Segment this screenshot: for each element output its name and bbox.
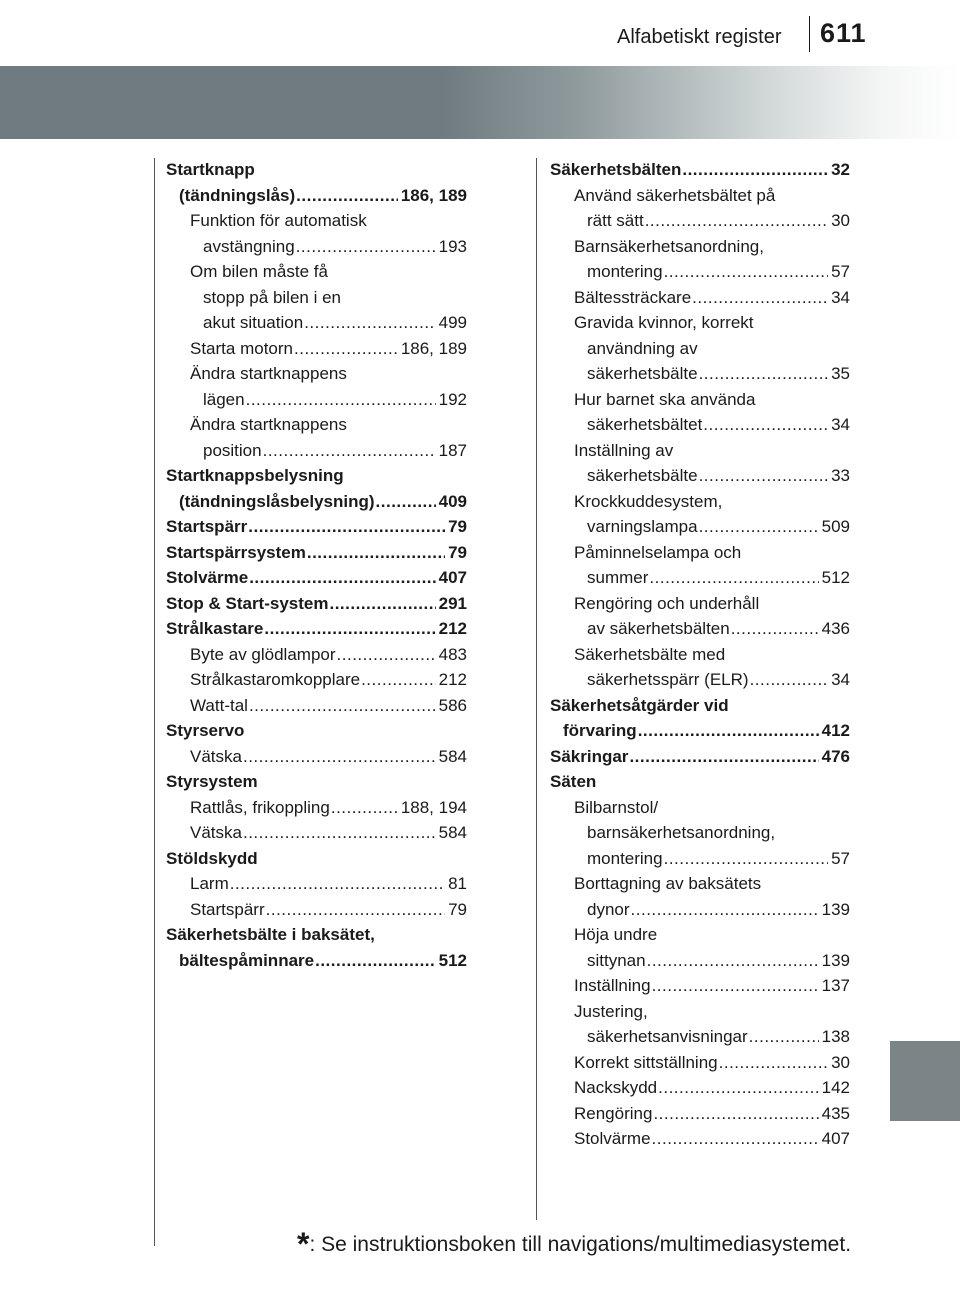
entry-term — [190, 336, 467, 362]
index-entry — [166, 591, 467, 617]
entry-term-continuation — [550, 718, 850, 744]
entry-term-continuation — [574, 948, 850, 974]
dot-leader — [631, 897, 819, 923]
entry-term — [574, 1101, 850, 1127]
entry-text: Ändra startknappens — [190, 415, 347, 434]
footnote — [297, 1226, 851, 1263]
entry-text: Stolvärme — [574, 1129, 651, 1148]
page-reference: 435 — [821, 1103, 850, 1123]
entry-term — [574, 973, 850, 999]
page-reference: 407 — [821, 1129, 850, 1148]
entry-term — [166, 514, 467, 540]
entry-term-continuation — [166, 489, 467, 515]
entry-text: Startspärr — [190, 899, 265, 919]
entry-term — [574, 795, 850, 821]
index-column-right — [550, 157, 850, 1152]
dot-leader — [248, 514, 445, 540]
footnote-text: : Se instruktionsboken till navigations/multimediasystemet. — [309, 1233, 852, 1256]
entry-text: Gravida kvinnor, korrekt — [574, 313, 754, 332]
entry-text: Bilbarnstol/ — [574, 797, 659, 817]
entry-text: Larm — [190, 874, 229, 893]
index-entry — [550, 973, 850, 999]
entry-text: Justering, — [574, 1001, 648, 1021]
page-reference: 79 — [448, 899, 467, 919]
index-entry — [166, 157, 467, 208]
index-entry — [550, 1050, 850, 1076]
page-reference: 34 — [831, 287, 850, 307]
index-entry — [550, 591, 850, 642]
page-reference: 137 — [821, 976, 850, 995]
header-banner — [0, 66, 960, 139]
dot-leader — [750, 667, 829, 693]
dot-leader — [331, 795, 398, 821]
page-reference: 512 — [438, 950, 467, 970]
index-entry — [166, 718, 467, 744]
page-reference: 187 — [438, 440, 467, 460]
entry-term — [166, 769, 467, 795]
dot-leader — [243, 820, 436, 846]
page-reference: 186, 189 — [400, 338, 467, 358]
entry-text: bältespåminnare — [179, 950, 315, 970]
entry-text: säkerhetsspärr (ELR) — [587, 670, 749, 689]
page-reference: 193 — [438, 236, 467, 256]
left-column-rule — [154, 158, 155, 1246]
entry-term — [550, 769, 850, 795]
dot-leader — [699, 463, 829, 489]
index-entry — [550, 489, 850, 540]
entry-term — [574, 999, 850, 1025]
entry-text: Barnsäkerhetsanordning, — [574, 236, 764, 256]
page-reference: 139 — [821, 950, 850, 970]
entry-text: (tändningslåsbelysning) — [179, 491, 375, 511]
entry-term — [190, 259, 467, 285]
page-reference: 509 — [821, 517, 850, 536]
index-entry — [166, 361, 467, 412]
entry-term-continuation — [574, 361, 850, 387]
entry-text: Påminnelselampa och — [574, 542, 742, 562]
dot-leader — [361, 667, 436, 693]
dot-leader — [629, 744, 818, 770]
index-entry — [550, 310, 850, 387]
page-reference: 192 — [438, 389, 467, 409]
dot-leader — [329, 591, 435, 617]
entry-term — [190, 361, 467, 387]
entry-text: säkerhetsbältet — [587, 415, 703, 434]
index-entry — [166, 667, 467, 693]
entry-text: Höja undre — [574, 925, 658, 944]
index-entry — [550, 183, 850, 234]
index-entry — [550, 795, 850, 872]
entry-text: Strålkastaromkopplare — [190, 670, 361, 689]
entry-term — [190, 795, 467, 821]
entry-text: stopp på bilen i en — [203, 287, 341, 307]
dot-leader — [307, 540, 445, 566]
header-divider — [809, 16, 810, 52]
dot-leader — [296, 234, 436, 260]
entry-text: Säkerhetsbälte med — [574, 644, 726, 664]
dot-leader — [638, 718, 819, 744]
entry-text: av säkerhetsbälten — [587, 619, 730, 638]
index-entry — [166, 693, 467, 719]
entry-text: avstängning — [203, 236, 295, 256]
page-reference: 476 — [821, 746, 850, 766]
entry-term — [574, 871, 850, 897]
index-entry — [166, 820, 467, 846]
entry-text: sittynan — [587, 950, 646, 970]
index-entry — [550, 769, 850, 795]
index-entry — [550, 234, 850, 285]
entry-text: Startspärr — [166, 517, 248, 536]
page-reference: 34 — [831, 670, 850, 689]
page-reference: 32 — [831, 160, 850, 179]
entry-term-continuation — [574, 667, 850, 693]
dot-leader — [664, 259, 828, 285]
entry-text: Inställning av — [574, 440, 674, 460]
entry-text: Krockkuddesystem, — [574, 491, 723, 511]
entry-term — [574, 285, 850, 311]
dot-leader — [315, 948, 436, 974]
entry-text: (tändningslås) — [179, 185, 296, 205]
entry-term-continuation — [574, 259, 850, 285]
entry-term — [166, 922, 467, 948]
dot-leader — [649, 565, 818, 591]
page-reference: 34 — [831, 415, 850, 434]
index-entry — [550, 1126, 850, 1152]
entry-term — [166, 565, 467, 591]
dot-leader — [682, 157, 828, 183]
entry-term — [166, 463, 467, 489]
entry-term — [166, 591, 467, 617]
page-reference: 499 — [438, 313, 467, 332]
page-reference: 407 — [438, 568, 467, 587]
entry-term — [574, 438, 850, 464]
page-reference: 30 — [831, 1052, 850, 1072]
entry-text: position — [203, 440, 262, 460]
entry-term — [166, 616, 467, 642]
entry-text: Watt-tal — [190, 695, 248, 715]
entry-term — [574, 234, 850, 260]
dot-leader — [658, 1075, 818, 1101]
dot-leader — [699, 361, 829, 387]
entry-term — [574, 310, 850, 336]
page-reference: 30 — [831, 211, 850, 230]
entry-term-continuation — [574, 616, 850, 642]
entry-text: förvaring — [563, 721, 637, 740]
entry-text: Styrsystem — [166, 772, 258, 791]
entry-text: summer — [587, 568, 649, 587]
thumb-tab-marker — [890, 1041, 960, 1121]
entry-text: dynor — [587, 899, 630, 919]
entry-term-continuation — [574, 463, 850, 489]
dot-leader — [731, 616, 819, 642]
entry-text: Funktion för automatisk — [190, 211, 367, 230]
dot-leader — [266, 897, 445, 923]
index-entry — [166, 412, 467, 463]
entry-term — [190, 871, 467, 897]
page-reference: 291 — [438, 593, 467, 613]
page-reference: 79 — [448, 542, 467, 562]
entry-term — [574, 1126, 850, 1152]
dot-leader — [294, 336, 398, 362]
entry-text: varningslampa — [587, 517, 698, 536]
entry-text: Korrekt sittställning — [574, 1052, 718, 1072]
entry-term — [190, 693, 467, 719]
entry-text: Vätska — [190, 746, 242, 766]
entry-text: användning av — [587, 338, 698, 358]
entry-text: akut situation — [203, 313, 304, 332]
index-entry — [550, 387, 850, 438]
index-entry — [550, 438, 850, 489]
dot-leader — [249, 565, 435, 591]
dot-leader — [664, 846, 828, 872]
dot-leader — [749, 1024, 819, 1050]
page-header — [0, 0, 960, 60]
index-entry — [166, 540, 467, 566]
entry-text: Rengöring — [574, 1103, 653, 1123]
index-entry — [166, 846, 467, 872]
entry-text: Säkerhetsåtgärder vid — [550, 695, 729, 715]
index-entry — [166, 616, 467, 642]
entry-term — [574, 922, 850, 948]
entry-term — [190, 208, 467, 234]
entry-term — [190, 642, 467, 668]
entry-text: Stöldskydd — [166, 848, 258, 868]
entry-text: Starta motorn — [190, 338, 293, 358]
entry-term-continuation — [574, 1024, 850, 1050]
entry-text: Ändra startknappens — [190, 364, 347, 383]
page-reference: 412 — [821, 721, 850, 740]
index-entry — [166, 208, 467, 259]
entry-term-continuation — [574, 820, 850, 846]
page-number: 611 — [820, 18, 867, 48]
dot-leader — [304, 310, 435, 336]
entry-text: Säkerhetsbälten — [550, 160, 682, 179]
entry-text: Byte av glödlampor — [190, 644, 336, 664]
index-entry — [166, 336, 467, 362]
index-entry — [550, 1075, 850, 1101]
footnote-marker: * — [297, 1226, 310, 1262]
entry-text: rätt sätt — [587, 211, 644, 230]
entry-text: montering — [587, 848, 663, 868]
page-reference: 57 — [831, 262, 850, 281]
entry-text: Stop & Start-system — [166, 593, 329, 613]
index-entry — [550, 999, 850, 1050]
entry-term — [166, 718, 467, 744]
dot-leader — [246, 387, 436, 413]
entry-text: Bältessträckare — [574, 287, 692, 307]
index-entry — [166, 897, 467, 923]
index-entry — [550, 744, 850, 770]
entry-term — [574, 642, 850, 668]
index-entry — [550, 540, 850, 591]
entry-term — [190, 412, 467, 438]
page-reference: 586 — [438, 695, 467, 715]
entry-term-continuation — [574, 208, 850, 234]
index-entry — [166, 744, 467, 770]
page-reference: 436 — [821, 619, 850, 638]
entry-term — [574, 183, 850, 209]
entry-term — [574, 489, 850, 515]
page-reference: 212 — [438, 670, 467, 689]
entry-term — [550, 744, 850, 770]
entry-text: Om bilen måste få — [190, 262, 328, 281]
entry-text: säkerhetsanvisningar — [587, 1027, 748, 1046]
dot-leader — [652, 973, 819, 999]
index-entry — [550, 693, 850, 744]
entry-text: Inställning — [574, 976, 651, 995]
dot-leader — [263, 438, 436, 464]
index-entry — [550, 285, 850, 311]
entry-term — [166, 540, 467, 566]
entry-text: Stolvärme — [166, 568, 249, 587]
index-entry — [166, 463, 467, 514]
entry-term — [190, 897, 467, 923]
page-reference: 35 — [831, 364, 850, 383]
entry-text: Nackskydd — [574, 1078, 658, 1097]
entry-term-continuation — [190, 387, 467, 413]
dot-leader — [230, 871, 445, 897]
page-reference: 483 — [438, 644, 467, 664]
entry-term — [166, 846, 467, 872]
entry-text: Säkerhetsbälte i baksätet, — [166, 925, 375, 944]
entry-text: Säkringar — [550, 746, 629, 766]
entry-text: Borttagning av baksätets — [574, 874, 762, 893]
page-reference: 33 — [831, 466, 850, 485]
entry-text: Rengöring och underhåll — [574, 593, 760, 613]
index-entry — [166, 514, 467, 540]
entry-term-continuation — [190, 310, 467, 336]
entry-text: Säten — [550, 772, 597, 791]
page-reference: 212 — [438, 619, 467, 638]
entry-term — [574, 1050, 850, 1076]
dot-leader — [653, 1101, 818, 1127]
page-reference: 138 — [821, 1027, 850, 1046]
page-reference: 584 — [438, 746, 467, 766]
page-reference: 512 — [821, 568, 850, 587]
index-entry — [166, 795, 467, 821]
index-entry — [550, 157, 850, 183]
page-reference: 584 — [438, 823, 467, 842]
entry-term-continuation — [190, 438, 467, 464]
entry-text: lägen — [203, 389, 245, 409]
entry-term-continuation — [166, 183, 467, 209]
entry-term-continuation — [574, 336, 850, 362]
page-reference: 186, 189 — [400, 185, 467, 205]
entry-text: säkerhetsbälte — [587, 364, 698, 383]
entry-text: Strålkastare — [166, 619, 264, 638]
index-entry — [166, 565, 467, 591]
entry-term — [190, 820, 467, 846]
entry-term-continuation — [166, 948, 467, 974]
entry-term — [190, 744, 467, 770]
dot-leader — [249, 693, 436, 719]
entry-term-continuation — [574, 565, 850, 591]
index-entry — [550, 871, 850, 922]
entry-text: Startknappsbelysning — [166, 466, 344, 485]
entry-text: säkerhetsbälte — [587, 466, 698, 485]
entry-term — [190, 667, 467, 693]
entry-text: barnsäkerhetsanordning, — [587, 823, 776, 842]
dot-leader — [645, 208, 828, 234]
page-reference: 79 — [448, 517, 467, 536]
entry-text: Styrservo — [166, 721, 245, 740]
entry-text: Vätska — [190, 823, 242, 842]
entry-term — [550, 157, 850, 183]
entry-term-continuation — [574, 514, 850, 540]
section-title: Alfabetiskt register — [617, 26, 782, 48]
entry-term — [574, 387, 850, 413]
index-entry — [550, 922, 850, 973]
entry-text: Rattlås, frikoppling — [190, 797, 330, 817]
entry-term-continuation — [190, 285, 467, 311]
entry-term-continuation — [574, 846, 850, 872]
page-reference: 409 — [438, 491, 467, 511]
entry-text: Startknapp — [166, 160, 255, 179]
dot-leader — [703, 412, 828, 438]
index-entry — [166, 871, 467, 897]
index-entry — [550, 1101, 850, 1127]
dot-leader — [699, 514, 819, 540]
index-column-left — [166, 157, 467, 973]
entry-text: montering — [587, 262, 663, 281]
page-reference: 142 — [821, 1078, 850, 1097]
page-reference: 188, 194 — [400, 797, 467, 817]
dot-leader — [652, 1126, 819, 1152]
index-entry — [166, 922, 467, 973]
entry-term-continuation — [190, 234, 467, 260]
entry-term — [166, 157, 467, 183]
entry-term-continuation — [574, 412, 850, 438]
dot-leader — [692, 285, 828, 311]
entry-text: Startspärrsystem — [166, 542, 306, 562]
dot-leader — [719, 1050, 828, 1076]
index-entry — [166, 769, 467, 795]
index-entry — [550, 642, 850, 693]
dot-leader — [337, 642, 436, 668]
entry-term — [550, 693, 850, 719]
dot-leader — [243, 744, 436, 770]
page-reference: 57 — [831, 848, 850, 868]
index-entry — [166, 642, 467, 668]
page-reference: 139 — [821, 899, 850, 919]
dot-leader — [264, 616, 435, 642]
page-reference: 81 — [448, 874, 467, 893]
dot-leader — [647, 948, 819, 974]
entry-term — [574, 591, 850, 617]
dot-leader — [296, 183, 398, 209]
entry-term-continuation — [574, 897, 850, 923]
entry-term — [574, 1075, 850, 1101]
entry-text: Använd säkerhetsbältet på — [574, 185, 776, 205]
column-divider — [536, 158, 537, 1220]
dot-leader — [376, 489, 436, 515]
index-entry — [166, 259, 467, 336]
entry-text: Hur barnet ska använda — [574, 389, 756, 409]
entry-term — [574, 540, 850, 566]
